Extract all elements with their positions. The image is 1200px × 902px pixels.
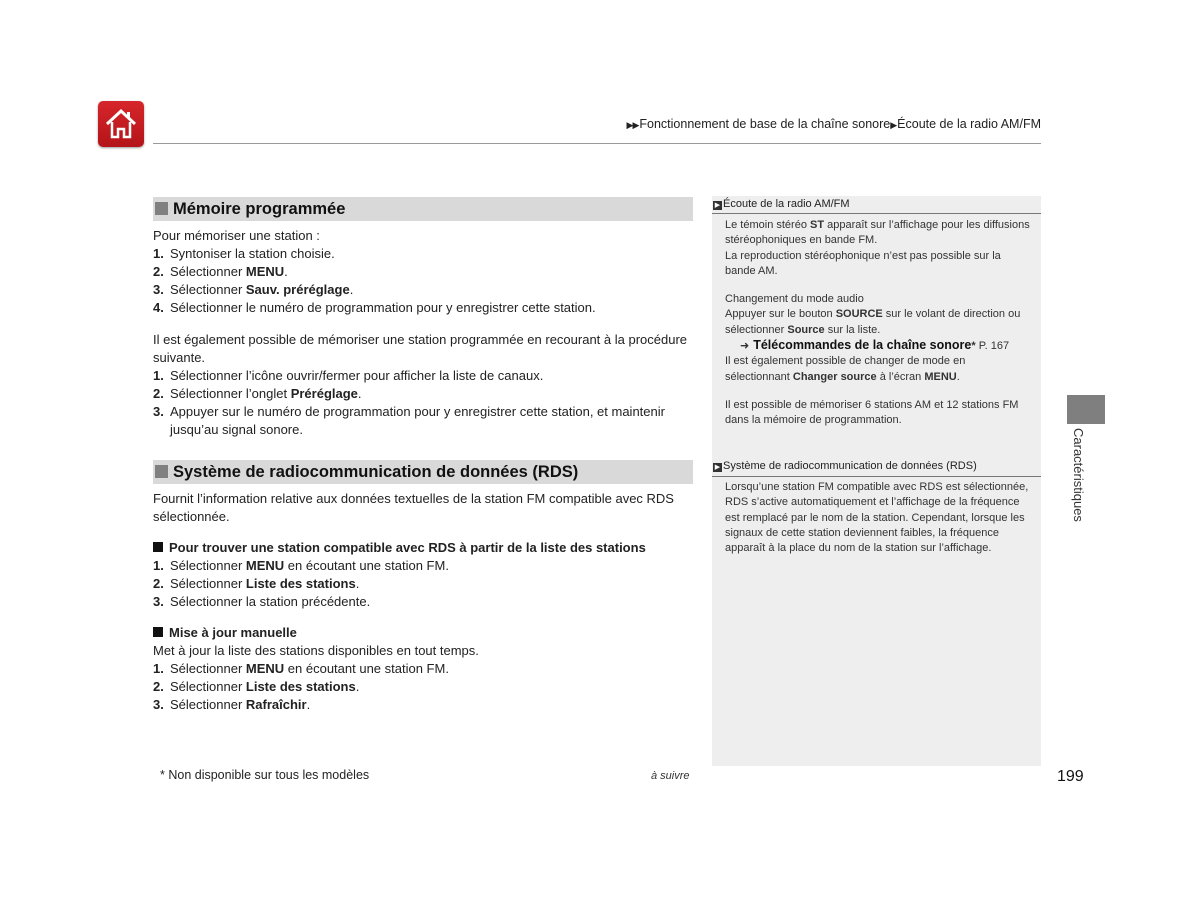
list-item: 1. Sélectionner MENU en écoutant une station FM. — [153, 661, 449, 676]
note-title-rds: ▶ Système de radiocommunication de données (RDS) — [714, 460, 977, 472]
note-arrow-icon: ▶ — [714, 464, 721, 471]
section-heading-rds — [153, 460, 693, 484]
list-item: 3. Sélectionner Rafraîchir. — [153, 697, 311, 712]
note-title-radio: ▶ Écoute de la radio AM/FM — [714, 198, 850, 210]
home-button[interactable] — [98, 101, 144, 147]
page-number: 199 — [1057, 768, 1084, 785]
chapter-tab-marker[interactable] — [1067, 395, 1105, 424]
list-item: 3. Sélectionner Sauv. préréglage. — [153, 282, 354, 297]
list-item: 1. Sélectionner MENU en écoutant une station FM. — [153, 558, 449, 573]
list-item: 1. Sélectionner l’icône ouvrir/fermer pour afficher la liste de canaux. — [153, 368, 544, 383]
bullet-square-icon — [153, 542, 163, 552]
section-title: Système de radiocommunication de données (RDS) — [173, 463, 579, 481]
list-item: 1. Syntoniser la station choisie. — [153, 246, 335, 261]
note-divider — [712, 213, 1041, 214]
list-item: 2. Sélectionner Liste des stations. — [153, 576, 360, 591]
subheading: Mise à jour manuelle — [153, 624, 698, 642]
note-divider — [712, 476, 1041, 477]
note-arrow-icon: ▶ — [714, 202, 721, 209]
subheading: Pour trouver une station compatible avec RDS à partir de la liste des stations — [153, 539, 698, 557]
section-body-rds — [153, 490, 698, 714]
breadcrumb-arrow-icon: ▶▶ — [626, 120, 639, 130]
section-square-icon — [155, 465, 168, 478]
chapter-tab-label: Caractéristiques — [1071, 428, 1086, 522]
note-body-radio: Le témoin stéréo ST apparaît sur l’affichage pour les diffusions stéréophoniques en bande FM. La reproduction stéréophonique n’est pas possible sur la bande AM. Changement du mode audio Appuyer sur le bouton SOURCE sur le volant de direction ou sélectionner Source sur la liste. ➜ Télécommandes de la chaîne sonore* P. 167 Il est également possible de changer de mode en sélectionnant Changer source à l’écran MENU. Il est possible de mémoriser 6 stations AM et 12 stations FM dans la mémoire de programmation. — [725, 218, 1033, 429]
list-item: 3. Sélectionner la station précédente. — [153, 594, 371, 609]
list-item: 3. Appuyer sur le numéro de programmation pour y enregistrer cette station, et maintenir jusqu’au signal sonore. — [153, 404, 665, 437]
home-icon — [103, 106, 139, 142]
list-item: 2. Sélectionner MENU. — [153, 264, 288, 279]
list-item: 2. Sélectionner l’onglet Préréglage. — [153, 386, 362, 401]
section-heading-memoire — [153, 197, 693, 221]
breadcrumb — [627, 117, 1041, 131]
continued-label: à suivre — [651, 770, 690, 782]
intro-text: Pour mémoriser une station : — [153, 228, 320, 243]
bullet-square-icon — [153, 627, 163, 637]
breadcrumb-item-audio[interactable]: Fonctionnement de base de la chaîne sonore — [639, 117, 891, 131]
list-item: 4. Sélectionner le numéro de programmation pour y enregistrer cette station. — [153, 300, 596, 315]
breadcrumb-item-radio[interactable]: Écoute de la radio AM/FM — [897, 117, 1041, 131]
paragraph: Il est également possible de mémoriser une station programmée en recourant à la procédure suivante. — [153, 332, 688, 365]
list-item: 2. Sélectionner Liste des stations. — [153, 679, 360, 694]
reference-arrow-icon: ➜ — [740, 340, 750, 353]
intro-text: Fournit l’information relative aux données textuelles de la station FM compatible avec RDS sélectionnée. — [153, 491, 674, 524]
paragraph: Met à jour la liste des stations disponibles en tout temps. — [153, 643, 479, 658]
breadcrumb-separator-icon: ▶ — [890, 120, 897, 130]
header-divider — [153, 143, 1041, 144]
cross-reference-link[interactable]: ➜ Télécommandes de la chaîne sonore* P. 167 — [725, 338, 1033, 354]
section-title: Mémoire programmée — [173, 200, 346, 218]
footnote: * Non disponible sur tous les modèles — [160, 768, 370, 782]
section-body-memoire — [153, 227, 698, 439]
note-body-rds: Lorsqu’une station FM compatible avec RDS est sélectionnée, RDS s’active automatiquement et l’affichage de la fréquence est remplacé par le nom de la station. Cependant, lorsque les signaux de cette station deviennent faibles, la fréquence apparaît à la place du nom de la station sur l’affichage. — [725, 481, 1029, 555]
section-square-icon — [155, 202, 168, 215]
